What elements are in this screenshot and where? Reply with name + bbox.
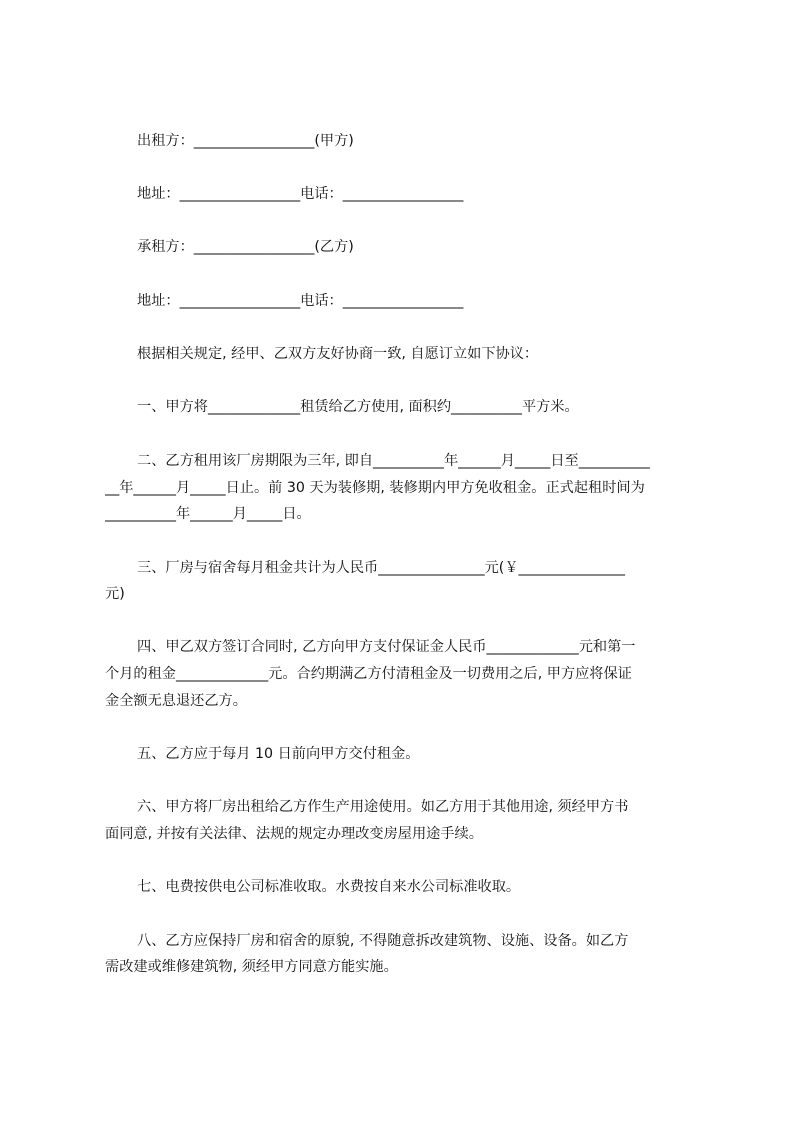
clause-3-line-2: 元) xyxy=(105,586,125,602)
clause-6-line-2: 面同意, 并按有关法律、法规的规定办理改变房屋用途手续。 xyxy=(105,826,483,842)
lessee-line: 承租方：_________________(乙方) xyxy=(137,239,354,255)
clause-7: 七、电费按供电公司标准收取。水费按自来水公司标准收取。 xyxy=(137,879,521,895)
clause-4-line-2: 个月的租金_____________元。合约期满乙方付清租金及一切费用之后, 甲方应将保证 xyxy=(105,666,632,682)
lessor-address-phone-line: 地址：_________________电话：_________________ xyxy=(137,186,464,202)
clause-1: 一、甲方将_____________租赁给乙方使用, 面积约__________平方米。 xyxy=(137,399,579,415)
lessor-line: 出租方：_________________(甲方) xyxy=(137,133,354,149)
lessee-address-phone-line: 地址：_________________电话：_________________ xyxy=(137,293,464,309)
clause-2-line-1: 二、乙方租用该厂房期限为三年, 即自__________年______月_____日至__________ xyxy=(137,453,650,469)
clause-2-line-3: __________年______月_____日。 xyxy=(105,506,311,522)
clause-6-line-1: 六、甲方将厂房出租给乙方作生产用途使用。如乙方用于其他用途, 须经甲方书 xyxy=(137,799,629,815)
clause-3-line-1: 三、厂房与宿舍每月租金共计为人民币_______________元(￥_______________ xyxy=(137,560,625,576)
clause-4-line-1: 四、甲乙双方签订合同时, 乙方向甲方支付保证金人民币_____________元和第一 xyxy=(137,639,636,655)
clause-4-line-3: 金全额无息退还乙方。 xyxy=(105,693,247,709)
clause-8-line-1: 八、乙方应保持厂房和宿舍的原貌, 不得随意拆改建筑物、设施、设备。如乙方 xyxy=(137,933,629,949)
preamble-paragraph: 根据相关规定, 经甲、乙双方友好协商一致, 自愿订立如下协议： xyxy=(137,346,539,362)
clause-2-line-2: __年______月_____日止。前 30 天为装修期, 装修期内甲方免收租金。正式起租时间为 xyxy=(105,480,645,496)
clause-8-line-2: 需改建或维修建筑物, 须经甲方同意方能实施。 xyxy=(105,959,398,975)
clause-5: 五、乙方应于每月 10 日前向甲方交付租金。 xyxy=(137,746,420,762)
